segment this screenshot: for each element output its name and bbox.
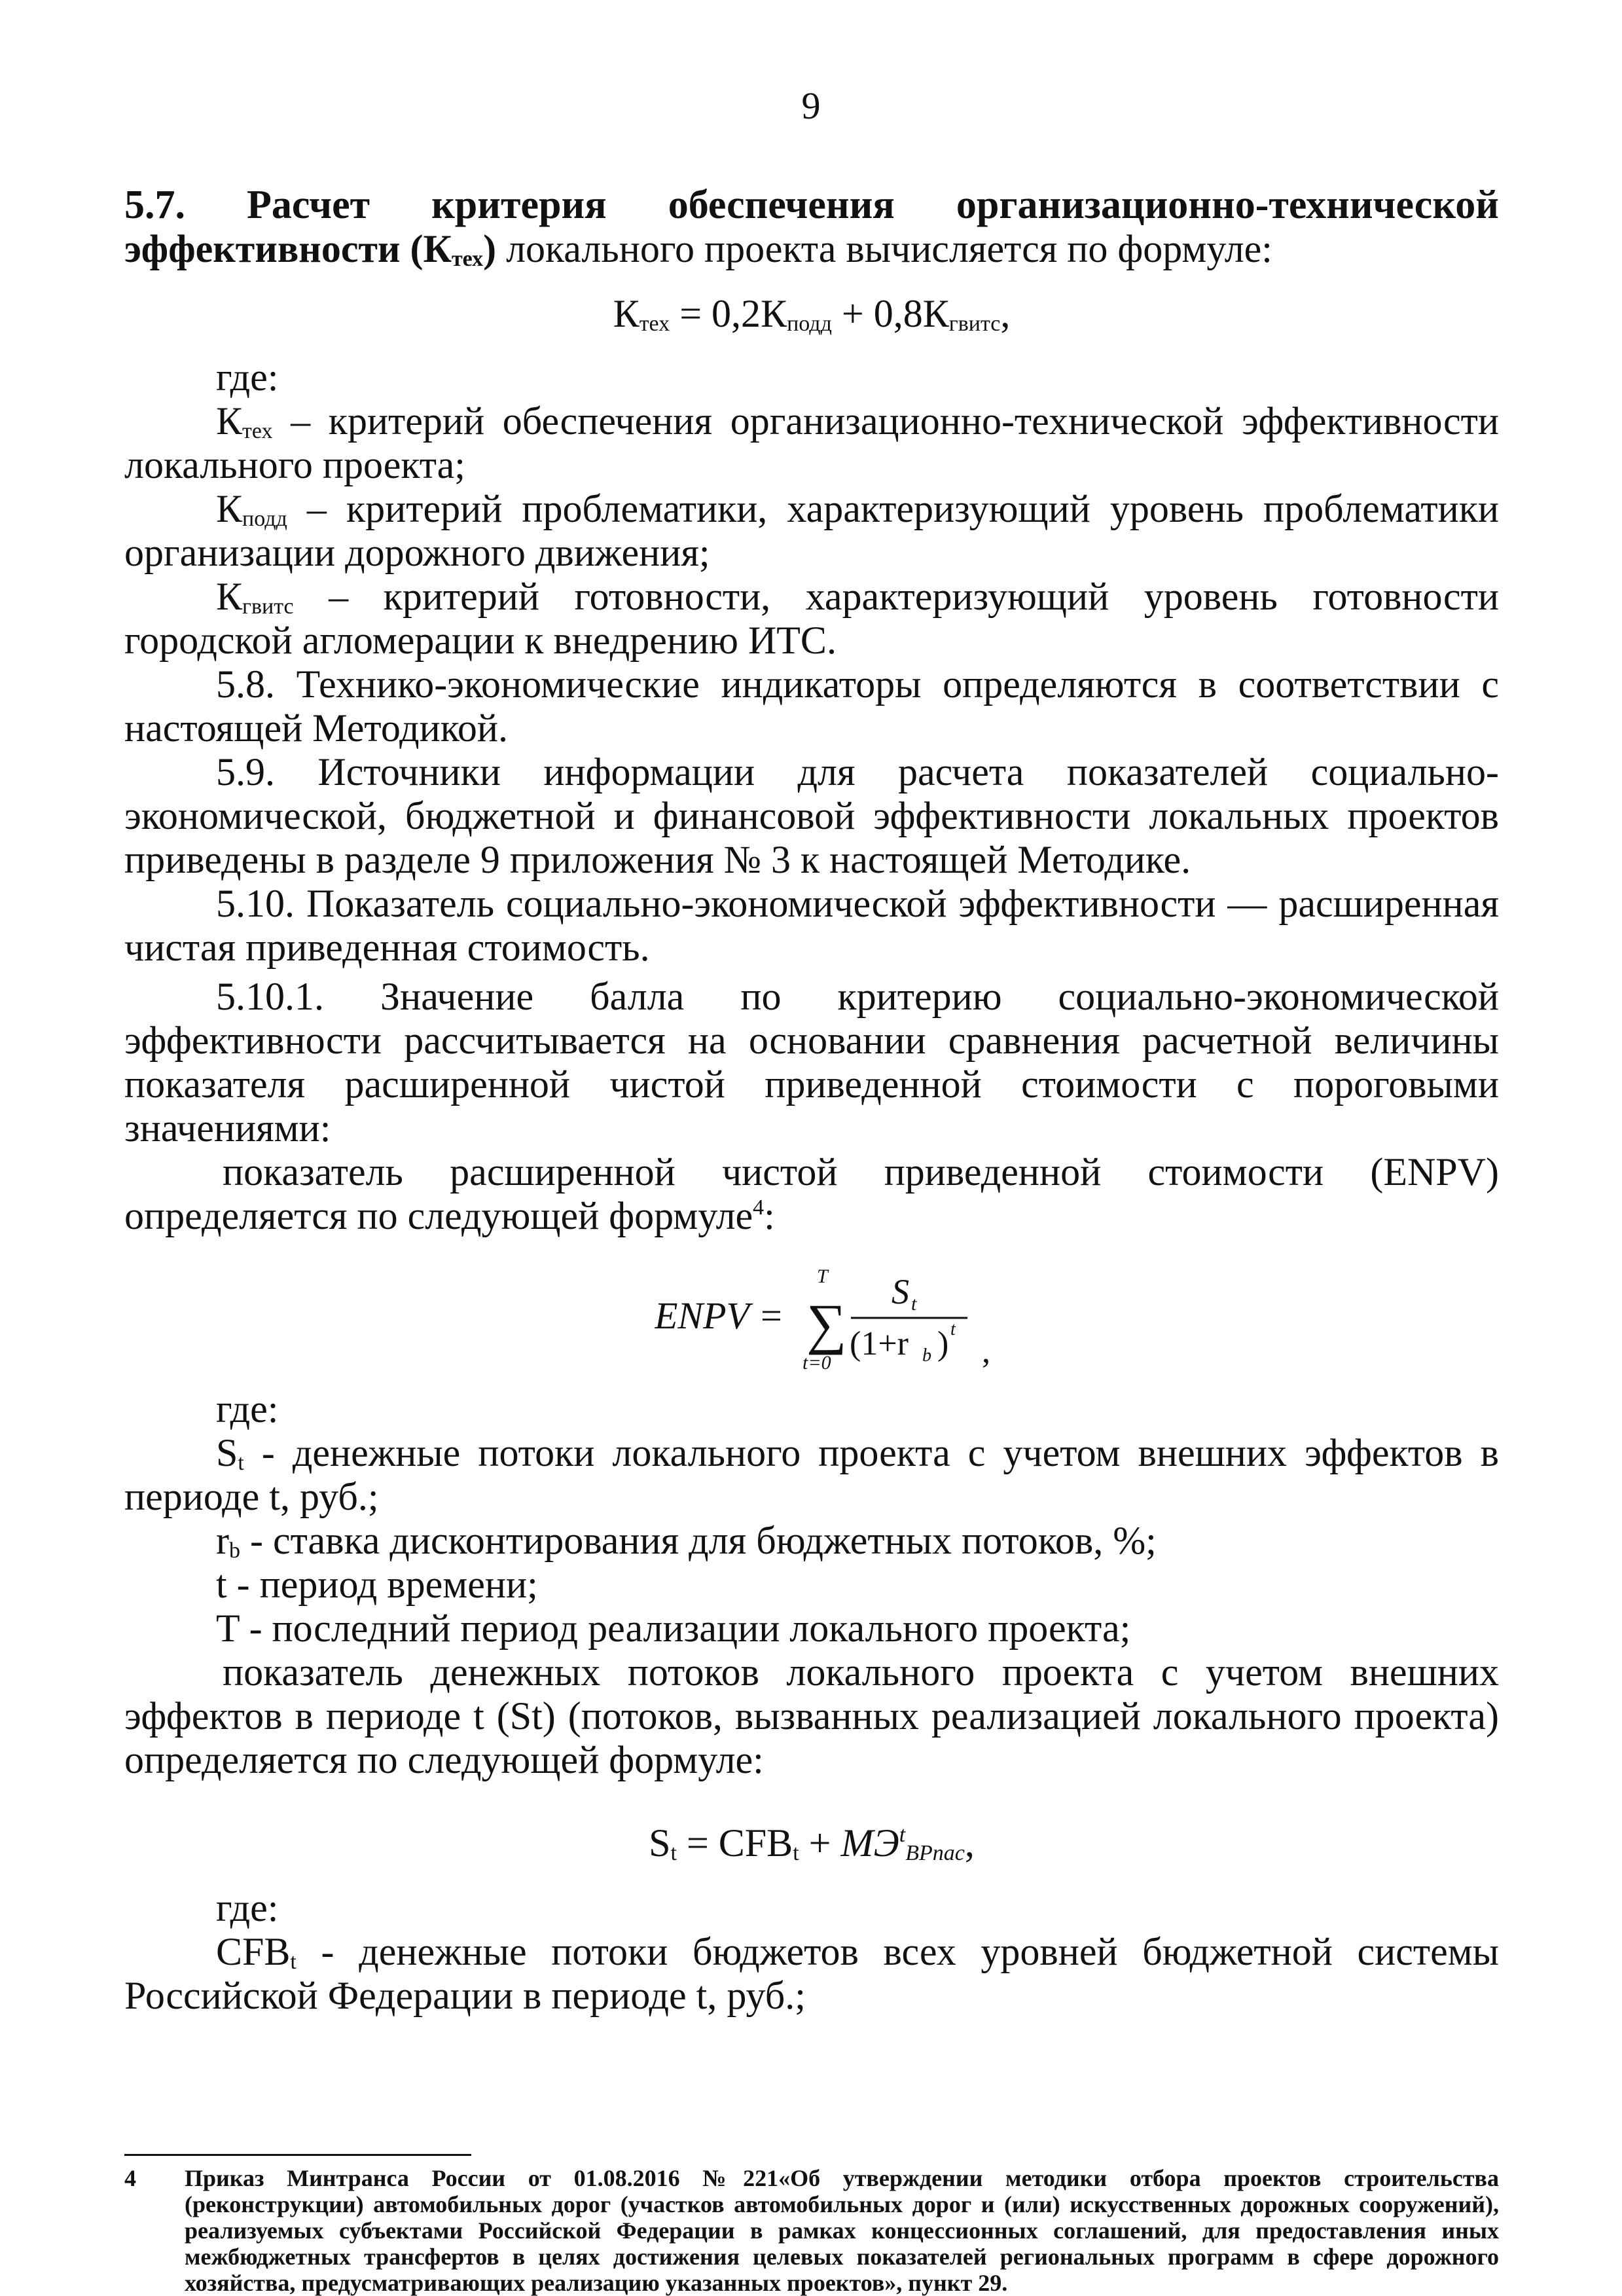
footnote	[124, 2165, 1499, 2296]
heading-word: 5.7.	[124, 183, 185, 227]
heading-word: обеспечения	[668, 183, 895, 227]
where-label-3: где:	[216, 1886, 279, 1929]
heading-word: Расчет	[246, 183, 370, 227]
paragraph-5-8: 5.8. Технико-экономические индикаторы определяются в соответствии с настоящей Методикой.	[124, 663, 1499, 750]
enpv-lhs: ENPV =	[655, 1294, 784, 1337]
definition-rb: $r_b$ - ставка дисконтирования для бюджетных потоков, %;	[216, 1519, 1157, 1563]
footnote-text: Приказ Минтранса России от 01.08.2016 №221«Об утверждении методики отбора проектов строительства (реконструкции) автомобильных дорог (участков автомобильных дорог и (или) искусственных дорожных сооружений), реализуемых субъектами Российской Федерации в рамках концессионных соглашений, для предоставления иных межбюджетных трансфертов в целях достижения целевых показателей региональных программ в сфере дорожного хозяйства, предусматривающих реализацию указанных проектов», пункт 29.	[185, 2165, 1499, 2296]
section-5-7-heading-cont	[124, 227, 1499, 271]
paragraph-5-10: 5.10. Показатель социально-экономической эффективности — расширенная чистая приведенная стоимость.	[124, 882, 1499, 969]
enpv-denominator-sup: t	[950, 1319, 956, 1339]
page-number: 9	[801, 84, 821, 127]
footnote-separator	[124, 2154, 471, 2156]
definition-T: T - последний период реализации локального проекта;	[216, 1607, 1131, 1650]
heading-word: критерия	[431, 183, 607, 227]
where-label: где:	[216, 355, 279, 399]
enpv-denominator: (1+r	[850, 1325, 909, 1362]
enpv-formula	[124, 1264, 1499, 1376]
definition-k-tech: $К_{тех}$ – критерий обеспечения организационно-технической эффективности локального проекта;	[124, 399, 1499, 486]
where-label-2: где:	[216, 1387, 279, 1430]
main-text	[124, 183, 1499, 2018]
section-5-7-heading	[124, 183, 1499, 227]
heading-bold: эффективности $(К_{тех})$	[124, 227, 497, 271]
enpv-denominator-sub: b	[922, 1345, 931, 1366]
definition-k-podd: $К_{подд}$ – критерий проблематики, характеризующий уровень проблематики организации дорожного движения;	[124, 487, 1499, 574]
enpv-sigma: ∑	[806, 1292, 847, 1355]
enpv-denominator-close: )	[937, 1325, 949, 1362]
heading-rest: локального проекта вычисляется по формуле:	[496, 227, 1272, 270]
definition-cfb: $CFB_t$ - денежные потоки бюджетов всех уровней бюджетной системы Российской Федерации в периоде t, руб.;	[124, 1930, 1499, 2017]
definition-k-gvits: $К_{гвитс}$ – критерий готовности, характеризующий уровень готовности городской агломерации к внедрению ИТС.	[124, 575, 1499, 662]
enpv-intro: показатель расширенной чистой приведенной стоимости (ENPV) определяется по следующей формуле$^4$:	[124, 1150, 1499, 1237]
paragraph-5-10-1: 5.10.1. Значение балла по критерию социально-экономической эффективности рассчитывается на основании сравнения расчетной величины показателя расширенной чистой приведенной стоимости с пороговыми значениями:	[124, 975, 1499, 1150]
st-intro: показатель денежных потоков локального проекта с учетом внешних эффектов в периоде t (St) (потоков, вызванных реализацией локального проекта) определяется по следующей формуле:	[124, 1650, 1499, 1781]
enpv-upper-limit: T	[817, 1266, 828, 1287]
footnote-number: 4	[124, 2165, 136, 2191]
enpv-trailing-comma: ,	[982, 1333, 990, 1370]
heading-word: организационно-технической	[956, 183, 1499, 227]
definition-t: t - период времени;	[216, 1563, 538, 1606]
enpv-formula-svg	[655, 1264, 1165, 1376]
st-formula: $S_t = CFB_t + МЭ^t_{ВРпас}$,	[649, 1821, 975, 1865]
definition-st: $S_t$ - денежные потоки локального проекта с учетом внешних эффектов в периоде t, руб.;	[124, 1431, 1499, 1518]
enpv-lower-limit: t=0	[802, 1352, 831, 1374]
enpv-numerator: S	[892, 1272, 909, 1311]
paragraph-5-9: 5.9. Источники информации для расчета показателей социально-экономической, бюджетной и финансовой эффективности локальных проектов приведены в разделе 9 приложения № 3 к настоящей Методике.	[124, 750, 1499, 881]
enpv-numerator-sub: t	[911, 1293, 917, 1315]
k-tech-formula: $К_{тех} = 0,2К_{подд} + 0,8К_{гвитс}$,	[613, 292, 1011, 336]
